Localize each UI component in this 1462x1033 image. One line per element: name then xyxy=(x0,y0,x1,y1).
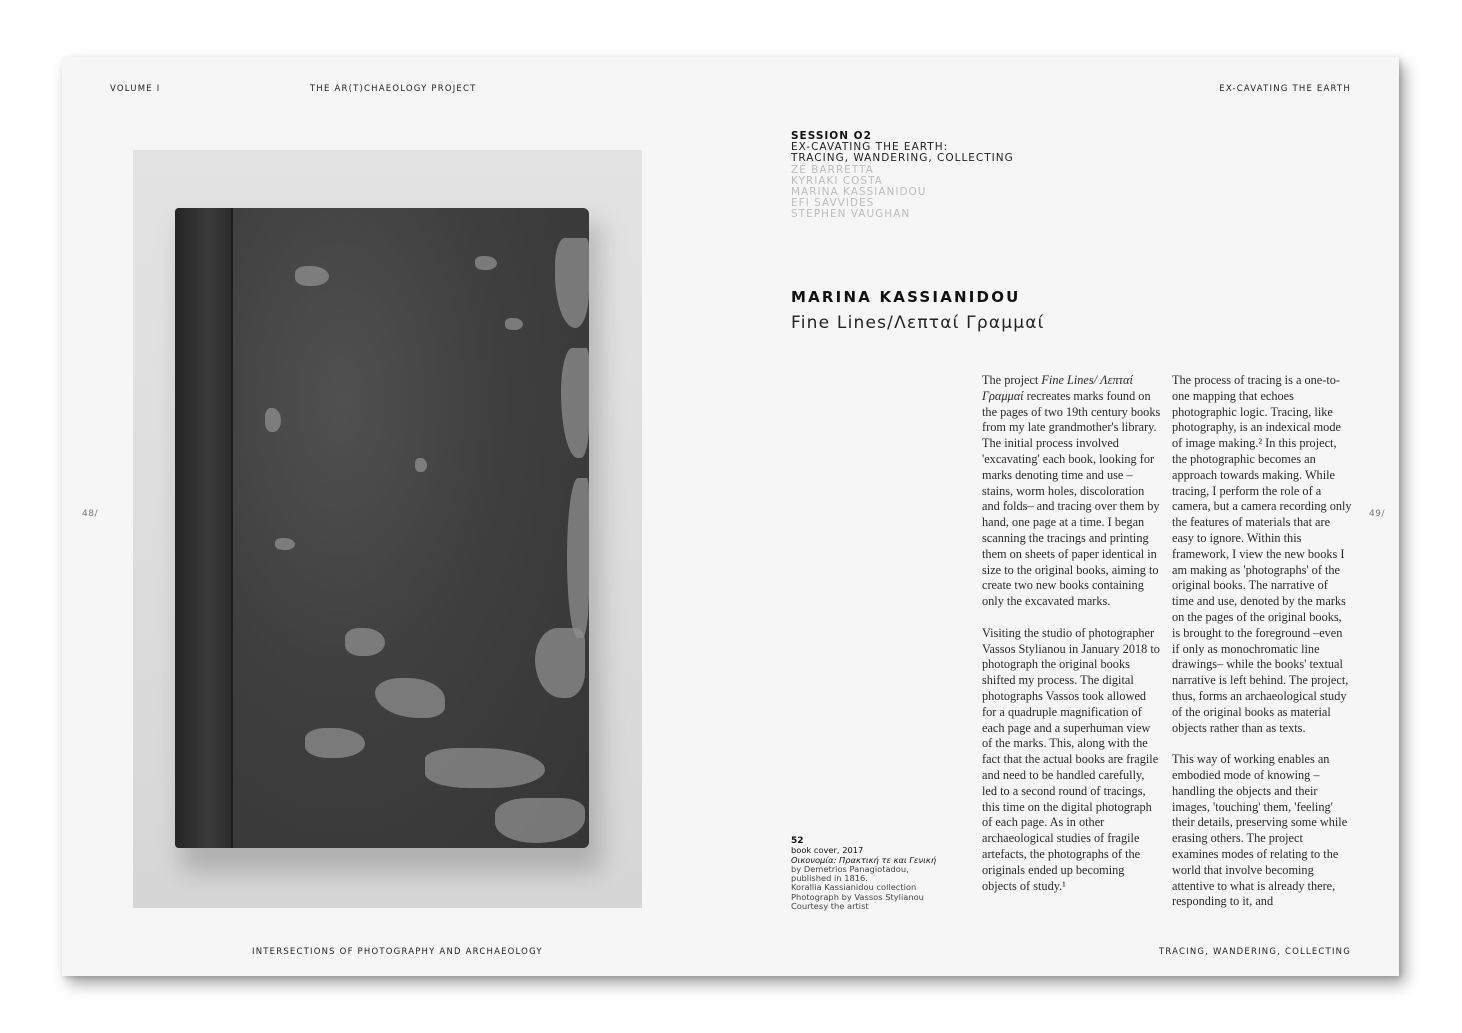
header-project: THE AR(T)CHAEOLOGY PROJECT xyxy=(310,84,477,94)
session-title-line1: EX-CAVATING THE EARTH: xyxy=(791,141,949,153)
caption-line: Korallia Kassianidou collection xyxy=(791,882,917,893)
header-volume: VOLUME I xyxy=(110,84,161,94)
paragraph: This way of working enables an embodied mode of knowing –handling the objects and their images, 'touching' them, 'feeling' their details, preserving some while erasing others. The project examines modes of relating to the world that involve becoming attentive to what is already there, responding to it, and xyxy=(1172,752,1348,909)
session-label: SESSION O2 xyxy=(791,130,872,142)
participant: ZÉ BARRETTA xyxy=(791,164,874,176)
caption-line: book cover, 2017 xyxy=(791,845,864,856)
figure-number: 52 xyxy=(791,836,804,846)
session-participants xyxy=(791,165,1121,220)
footer-left: INTERSECTIONS OF PHOTOGRAPHY AND ARCHAEOLOGY xyxy=(252,947,543,957)
paragraph: Visiting the studio of photographer Vassos Stylianou in January 2018 to photograph the original books shifted my process. The digital photographs Vassos took allowed for a quadruple magnification of each page and a superhuman view of the marks. This, along with the fact that the actual books are fragile and need to be handled carefully, led to a second round of tracings, this time on the digital photograph of each page. As in other archaeological studies of fragile artefacts, the photographs of the originals ended up becoming objects of study.¹ xyxy=(982,625,1160,893)
header-section: EX-CAVATING THE EARTH xyxy=(1219,84,1351,94)
paragraph: The process of tracing is a one-to-one mapping that echoes photographic logic. Tracing, like photography, is an indexical mode of image making.² In this project, the photographic becomes an approach towards making. While tracing, I perform the role of a camera, but a camera recording only the features of materials that are easy to ignore. Within this framework, I view the new books I am making as 'photographs' of the original books. The narrative of time and use, denoted by the marks on the pages of the original books, is brought to the foreground –even if only as monochromatic line drawings– while the books' textual narrative is left behind. The project, thus, forms an archaeological study of the original books as material objects rather than as texts. xyxy=(1172,373,1352,735)
book-spine xyxy=(175,208,233,848)
article-title: Fine Lines/Λεπταί Γραμμαί xyxy=(791,313,1045,333)
text-column-1 xyxy=(982,373,1162,910)
participant: MARINA KASSIANIDOU xyxy=(791,186,927,198)
footer-right: TRACING, WANDERING, COLLECTING xyxy=(1158,947,1351,957)
caption-book-title: Οικονομία: Πρακτική τε και Γενική xyxy=(791,854,937,865)
participant: KYRIAKI COSTA xyxy=(791,175,883,187)
participant: STEPHEN VAUGHAN xyxy=(791,208,911,220)
page-number-left: 48/ xyxy=(82,509,98,519)
paragraph: The project Fine Lines/ Λεπταί Γραμμαί recreates marks found on the pages of two 19th century books from my late grandmother's library. The initial process involved 'excavating' each book, looking for marks denoting time and use –stains, worm holes, discoloration and folds– and tracing over them by hand, one page at a time. I began scanning the tracings and printing them on sheets of paper identical in size to the original books, aiming to create two new books containing only the excavated marks. xyxy=(982,373,1161,609)
caption-line: by Demetrios Panagiotadou, xyxy=(791,863,909,874)
participant: EFI SAVVIDES xyxy=(791,197,875,209)
caption-line: published in 1816. xyxy=(791,873,868,884)
caption-line: Photograph by Vassos Stylianou xyxy=(791,891,924,902)
book-cover-image xyxy=(175,208,589,848)
session-info xyxy=(791,131,1121,220)
article-author: MARINA KASSIANIDOU xyxy=(791,288,1021,306)
caption-line: Courtesy the artist xyxy=(791,901,869,912)
text-column-2 xyxy=(1172,373,1352,926)
figure-caption xyxy=(791,837,961,911)
page-number-right: 49/ xyxy=(1369,509,1385,519)
session-title-line2: TRACING, WANDERING, COLLECTING xyxy=(791,152,1014,164)
book-cover-photograph xyxy=(133,150,642,908)
